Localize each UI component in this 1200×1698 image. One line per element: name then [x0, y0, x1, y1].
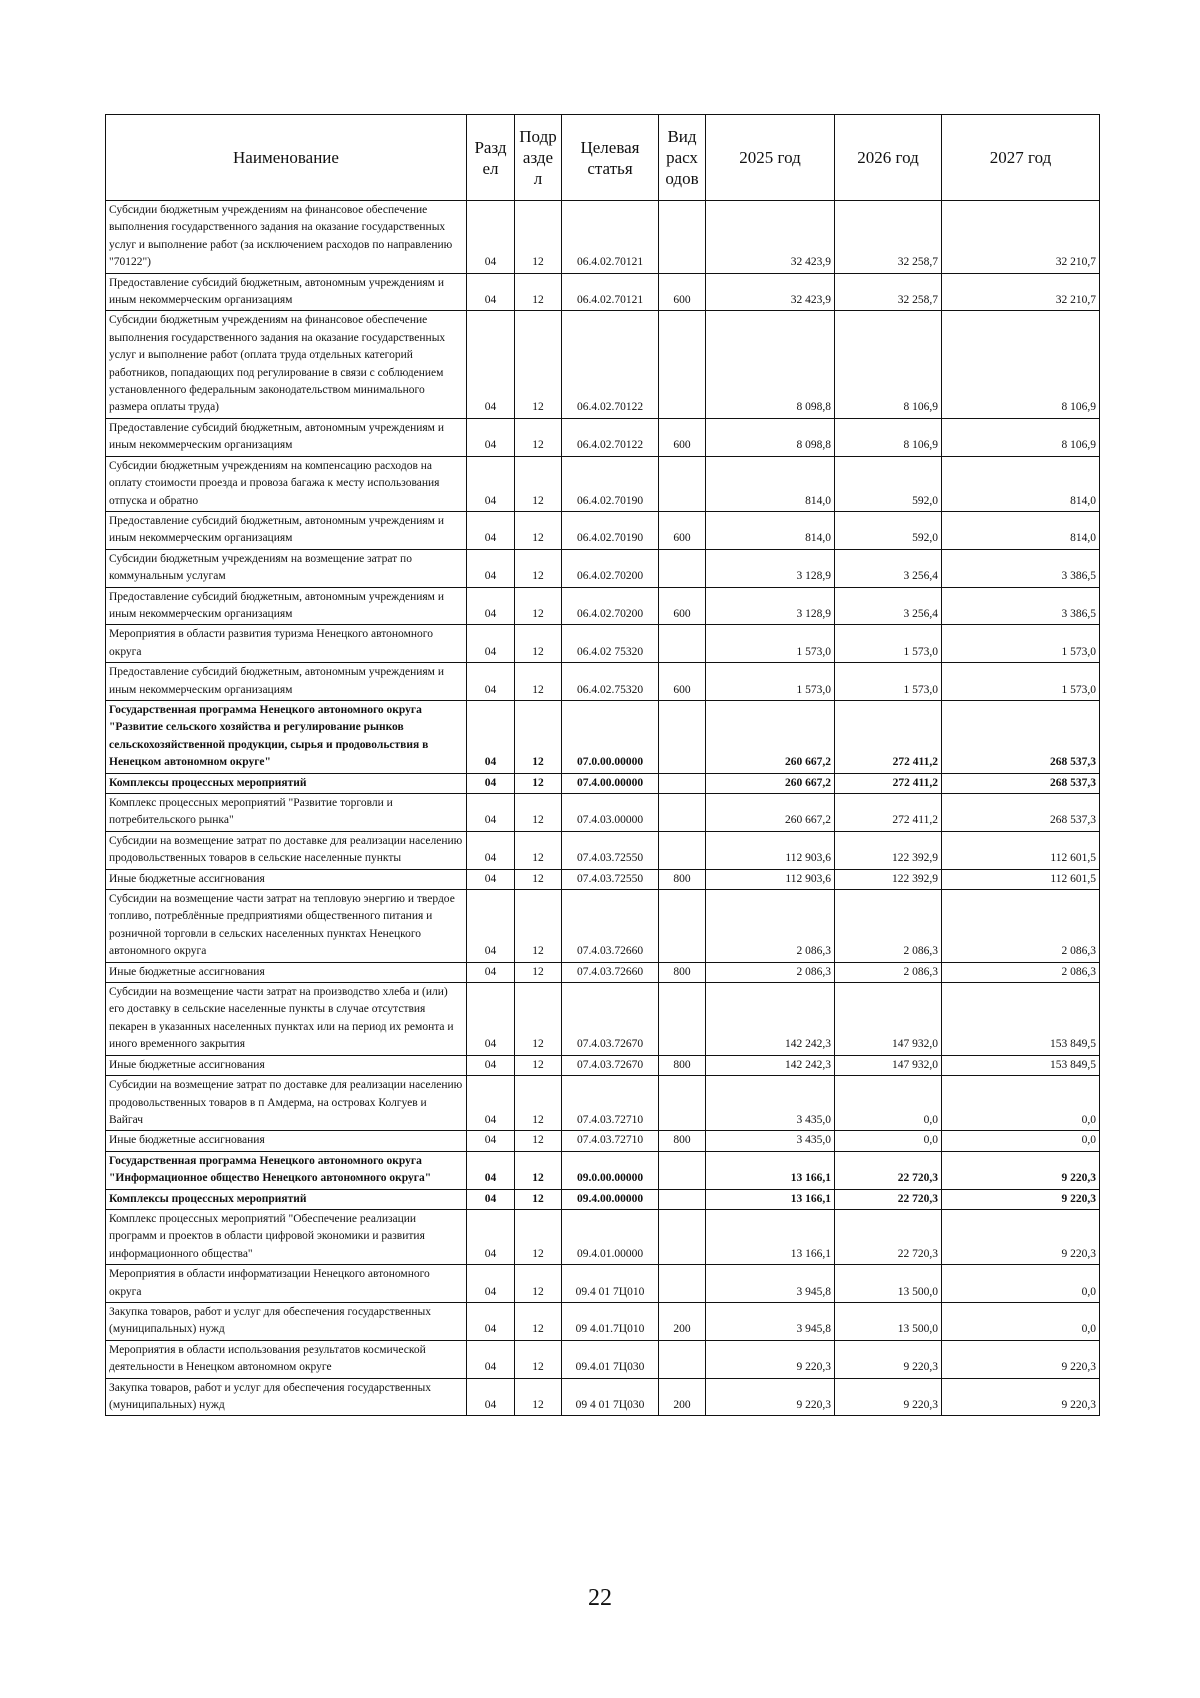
table-row [106, 983, 1100, 1056]
cell-podrazdel: 12 [515, 962, 562, 982]
cell-target: 07.4.03.72660 [562, 890, 659, 963]
cell-2027: 3 386,5 [942, 549, 1100, 587]
cell-2026: 272 411,2 [835, 794, 942, 832]
cell-razdel: 04 [467, 201, 515, 274]
cell-2025: 2 086,3 [706, 890, 835, 963]
cell-name: Предоставление субсидий бюджетным, автономным учреждениям и иным некоммерческим организациям [106, 273, 467, 311]
cell-name: Мероприятия в области развития туризма Ненецкого автономного округа [106, 625, 467, 663]
cell-podrazdel: 12 [515, 869, 562, 889]
cell-razdel: 04 [467, 1378, 515, 1416]
cell-vid [659, 1151, 706, 1189]
cell-podrazdel: 12 [515, 273, 562, 311]
cell-2026: 0,0 [835, 1131, 942, 1151]
cell-name: Мероприятия в области использования результатов космической деятельности в Ненецком автономном округе [106, 1340, 467, 1378]
cell-vid [659, 311, 706, 418]
cell-vid: 600 [659, 511, 706, 549]
table-row [106, 456, 1100, 511]
cell-name: Комплекс процессных мероприятий "Обеспечение реализации программ и проектов в области цифровой экономики и развития информационного общества" [106, 1209, 467, 1264]
table-row [106, 1076, 1100, 1131]
table-row [106, 869, 1100, 889]
cell-name: Комплексы процессных мероприятий [106, 773, 467, 793]
cell-2025: 260 667,2 [706, 773, 835, 793]
cell-2027: 1 573,0 [942, 663, 1100, 701]
cell-2026: 32 258,7 [835, 273, 942, 311]
cell-2027: 9 220,3 [942, 1209, 1100, 1264]
cell-podrazdel: 12 [515, 1151, 562, 1189]
table-row [106, 663, 1100, 701]
header-vid: Вид расх одов [659, 115, 706, 201]
table-body [106, 201, 1100, 1416]
cell-target: 06.4.02.70200 [562, 587, 659, 625]
cell-2026: 122 392,9 [835, 869, 942, 889]
cell-target: 06.4.02.70200 [562, 549, 659, 587]
cell-vid: 600 [659, 273, 706, 311]
cell-target: 09.4.00.00000 [562, 1189, 659, 1209]
cell-target: 07.4.03.72550 [562, 869, 659, 889]
cell-2027: 32 210,7 [942, 273, 1100, 311]
table-row [106, 1378, 1100, 1416]
cell-podrazdel: 12 [515, 311, 562, 418]
cell-2027: 9 220,3 [942, 1340, 1100, 1378]
cell-razdel: 04 [467, 1209, 515, 1264]
cell-2025: 9 220,3 [706, 1378, 835, 1416]
cell-vid: 600 [659, 587, 706, 625]
cell-vid [659, 1209, 706, 1264]
cell-vid: 800 [659, 962, 706, 982]
cell-vid [659, 625, 706, 663]
table-row [106, 1131, 1100, 1151]
cell-podrazdel: 12 [515, 700, 562, 773]
cell-podrazdel: 12 [515, 1131, 562, 1151]
cell-2026: 8 106,9 [835, 311, 942, 418]
cell-podrazdel: 12 [515, 1340, 562, 1378]
cell-vid: 200 [659, 1378, 706, 1416]
page-number: 22 [588, 1585, 612, 1611]
cell-razdel: 04 [467, 1265, 515, 1303]
cell-target: 07.4.03.72670 [562, 1055, 659, 1075]
cell-name: Предоставление субсидий бюджетным, автономным учреждениям и иным некоммерческим организациям [106, 587, 467, 625]
cell-vid [659, 983, 706, 1056]
cell-vid [659, 456, 706, 511]
cell-podrazdel: 12 [515, 418, 562, 456]
cell-razdel: 04 [467, 1189, 515, 1209]
cell-podrazdel: 12 [515, 549, 562, 587]
table-row [106, 794, 1100, 832]
cell-target: 06.4.02.70190 [562, 456, 659, 511]
cell-vid: 800 [659, 1055, 706, 1075]
cell-name: Субсидии на возмещение затрат по доставке для реализации населению продовольственных товаров в сельские населенные пункты [106, 831, 467, 869]
cell-name: Предоставление субсидий бюджетным, автономным учреждениям и иным некоммерческим организациям [106, 418, 467, 456]
cell-2027: 3 386,5 [942, 587, 1100, 625]
cell-2025: 2 086,3 [706, 962, 835, 982]
cell-2025: 112 903,6 [706, 831, 835, 869]
cell-razdel: 04 [467, 456, 515, 511]
cell-name: Комплексы процессных мероприятий [106, 1189, 467, 1209]
table-row [106, 549, 1100, 587]
cell-razdel: 04 [467, 511, 515, 549]
cell-podrazdel: 12 [515, 625, 562, 663]
cell-2025: 3 128,9 [706, 549, 835, 587]
cell-podrazdel: 12 [515, 794, 562, 832]
cell-razdel: 04 [467, 1151, 515, 1189]
cell-target: 06.4.02.70121 [562, 273, 659, 311]
cell-name: Субсидии на возмещение части затрат на производство хлеба и (или) его доставку в сельские населенные пункты в случае отсутствия пекарен в указанных населенных пунктах или на период их ремонта и иного временного закрытия [106, 983, 467, 1056]
table-row [106, 1189, 1100, 1209]
cell-name: Субсидии на возмещение части затрат на тепловую энергию и твердое топливо, потреблённые предприятиями общественного питания и розничной торговли в сельских населенных пунктах Ненецкого автономного округа [106, 890, 467, 963]
cell-2025: 142 242,3 [706, 983, 835, 1056]
cell-vid [659, 1340, 706, 1378]
cell-2027: 153 849,5 [942, 1055, 1100, 1075]
cell-2025: 32 423,9 [706, 273, 835, 311]
cell-razdel: 04 [467, 794, 515, 832]
cell-2027: 2 086,3 [942, 890, 1100, 963]
cell-target: 09.4.01.00000 [562, 1209, 659, 1264]
cell-2025: 1 573,0 [706, 663, 835, 701]
cell-razdel: 04 [467, 773, 515, 793]
cell-2025: 32 423,9 [706, 201, 835, 274]
cell-2025: 814,0 [706, 456, 835, 511]
cell-target: 09.4.01 7Ц030 [562, 1340, 659, 1378]
cell-name: Иные бюджетные ассигнования [106, 1055, 467, 1075]
cell-name: Субсидии на возмещение затрат по доставке для реализации населению продовольственных товаров в п Амдерма, на островах Колгуев и Вайгач [106, 1076, 467, 1131]
cell-2025: 3 435,0 [706, 1076, 835, 1131]
cell-2027: 268 537,3 [942, 773, 1100, 793]
cell-target: 07.4.03.72670 [562, 983, 659, 1056]
cell-podrazdel: 12 [515, 831, 562, 869]
table-row [106, 1151, 1100, 1189]
cell-vid [659, 794, 706, 832]
cell-razdel: 04 [467, 549, 515, 587]
cell-2027: 1 573,0 [942, 625, 1100, 663]
cell-razdel: 04 [467, 587, 515, 625]
table-row [106, 1302, 1100, 1340]
cell-2026: 32 258,7 [835, 201, 942, 274]
cell-2027: 814,0 [942, 456, 1100, 511]
cell-target: 07.4.03.00000 [562, 794, 659, 832]
cell-razdel: 04 [467, 311, 515, 418]
cell-2026: 2 086,3 [835, 962, 942, 982]
cell-podrazdel: 12 [515, 1265, 562, 1303]
cell-2027: 112 601,5 [942, 831, 1100, 869]
cell-razdel: 04 [467, 1340, 515, 1378]
table-row [106, 1265, 1100, 1303]
header-2026: 2026 год [835, 115, 942, 201]
cell-2026: 592,0 [835, 456, 942, 511]
cell-2025: 8 098,8 [706, 418, 835, 456]
cell-podrazdel: 12 [515, 663, 562, 701]
cell-2027: 814,0 [942, 511, 1100, 549]
cell-2025: 260 667,2 [706, 700, 835, 773]
cell-target: 06.4.02 75320 [562, 625, 659, 663]
table-row [106, 511, 1100, 549]
budget-table [105, 114, 1100, 1416]
header-podrazdel: Подр азде л [515, 115, 562, 201]
cell-2025: 1 573,0 [706, 625, 835, 663]
table-row [106, 1055, 1100, 1075]
cell-2025: 13 166,1 [706, 1189, 835, 1209]
cell-podrazdel: 12 [515, 773, 562, 793]
cell-podrazdel: 12 [515, 1209, 562, 1264]
cell-2027: 8 106,9 [942, 418, 1100, 456]
cell-razdel: 04 [467, 1055, 515, 1075]
table-row [106, 418, 1100, 456]
cell-vid [659, 1265, 706, 1303]
cell-2026: 9 220,3 [835, 1340, 942, 1378]
cell-name: Иные бюджетные ассигнования [106, 962, 467, 982]
cell-target: 06.4.02.70190 [562, 511, 659, 549]
cell-2026: 2 086,3 [835, 890, 942, 963]
cell-2026: 22 720,3 [835, 1151, 942, 1189]
cell-podrazdel: 12 [515, 1378, 562, 1416]
cell-2027: 153 849,5 [942, 983, 1100, 1056]
table-row [106, 773, 1100, 793]
cell-name: Субсидии бюджетным учреждениям на компенсацию расходов на оплату стоимости проезда и провоза багажа к месту использования отпуска и обратно [106, 456, 467, 511]
cell-vid [659, 773, 706, 793]
cell-target: 06.4.02.70122 [562, 311, 659, 418]
cell-2025: 142 242,3 [706, 1055, 835, 1075]
cell-2027: 9 220,3 [942, 1189, 1100, 1209]
cell-name: Мероприятия в области информатизации Ненецкого автономного округа [106, 1265, 467, 1303]
cell-target: 06.4.02.75320 [562, 663, 659, 701]
cell-2026: 147 932,0 [835, 1055, 942, 1075]
table-row [106, 700, 1100, 773]
cell-2026: 22 720,3 [835, 1189, 942, 1209]
cell-2027: 0,0 [942, 1076, 1100, 1131]
cell-2025: 3 435,0 [706, 1131, 835, 1151]
cell-name: Комплекс процессных мероприятий "Развитие торговли и потребительского рынка" [106, 794, 467, 832]
cell-2025: 260 667,2 [706, 794, 835, 832]
cell-vid: 600 [659, 663, 706, 701]
cell-vid [659, 831, 706, 869]
cell-2026: 22 720,3 [835, 1209, 942, 1264]
cell-podrazdel: 12 [515, 201, 562, 274]
cell-target: 09.4 01 7Ц010 [562, 1265, 659, 1303]
cell-2026: 3 256,4 [835, 549, 942, 587]
header-2027: 2027 год [942, 115, 1100, 201]
table-row [106, 311, 1100, 418]
cell-2027: 268 537,3 [942, 794, 1100, 832]
cell-2026: 13 500,0 [835, 1265, 942, 1303]
cell-2026: 592,0 [835, 511, 942, 549]
cell-2026: 122 392,9 [835, 831, 942, 869]
cell-target: 07.4.00.00000 [562, 773, 659, 793]
cell-name: Субсидии бюджетным учреждениям на возмещение затрат по коммунальным услугам [106, 549, 467, 587]
cell-target: 07.4.03.72710 [562, 1076, 659, 1131]
cell-name: Государственная программа Ненецкого автономного округа "Развитие сельского хозяйства и регулирование рынков сельскохозяйственной продукции, сырья и продовольствия в Ненецком автономном округе" [106, 700, 467, 773]
cell-target: 09 4 01 7Ц030 [562, 1378, 659, 1416]
cell-2027: 0,0 [942, 1302, 1100, 1340]
cell-2025: 3 945,8 [706, 1302, 835, 1340]
cell-name: Иные бюджетные ассигнования [106, 1131, 467, 1151]
cell-2025: 3 945,8 [706, 1265, 835, 1303]
cell-target: 09.0.00.00000 [562, 1151, 659, 1189]
cell-name: Закупка товаров, работ и услуг для обеспечения государственных (муниципальных) нужд [106, 1378, 467, 1416]
cell-2025: 112 903,6 [706, 869, 835, 889]
cell-2025: 13 166,1 [706, 1151, 835, 1189]
cell-name: Государственная программа Ненецкого автономного округа "Информационное общество Ненецкого автономного округа" [106, 1151, 467, 1189]
cell-target: 06.4.02.70121 [562, 201, 659, 274]
cell-2026: 9 220,3 [835, 1378, 942, 1416]
cell-2027: 0,0 [942, 1131, 1100, 1151]
cell-2027: 268 537,3 [942, 700, 1100, 773]
table-row [106, 625, 1100, 663]
cell-2027: 112 601,5 [942, 869, 1100, 889]
cell-2026: 272 411,2 [835, 700, 942, 773]
cell-podrazdel: 12 [515, 511, 562, 549]
cell-razdel: 04 [467, 1302, 515, 1340]
cell-2026: 0,0 [835, 1076, 942, 1131]
cell-name: Субсидии бюджетным учреждениям на финансовое обеспечение выполнения государственного задания на оказание государственных услуг и выполнение работ (за исключением расходов по направлению "70122") [106, 201, 467, 274]
cell-razdel: 04 [467, 890, 515, 963]
table-row [106, 587, 1100, 625]
cell-podrazdel: 12 [515, 1302, 562, 1340]
cell-razdel: 04 [467, 700, 515, 773]
cell-vid [659, 549, 706, 587]
cell-2027: 32 210,7 [942, 201, 1100, 274]
cell-vid [659, 700, 706, 773]
cell-vid: 200 [659, 1302, 706, 1340]
cell-vid [659, 890, 706, 963]
cell-razdel: 04 [467, 418, 515, 456]
cell-vid: 800 [659, 1131, 706, 1151]
table-row [106, 1340, 1100, 1378]
cell-name: Иные бюджетные ассигнования [106, 869, 467, 889]
cell-razdel: 04 [467, 625, 515, 663]
cell-razdel: 04 [467, 869, 515, 889]
cell-target: 09 4.01.7Ц010 [562, 1302, 659, 1340]
cell-podrazdel: 12 [515, 1189, 562, 1209]
cell-razdel: 04 [467, 962, 515, 982]
cell-razdel: 04 [467, 273, 515, 311]
cell-2027: 8 106,9 [942, 311, 1100, 418]
cell-2026: 272 411,2 [835, 773, 942, 793]
table-row [106, 831, 1100, 869]
cell-2026: 147 932,0 [835, 983, 942, 1056]
table-header-row [106, 115, 1100, 201]
table-row [106, 962, 1100, 982]
table-row [106, 273, 1100, 311]
cell-2026: 3 256,4 [835, 587, 942, 625]
cell-podrazdel: 12 [515, 587, 562, 625]
cell-vid [659, 201, 706, 274]
cell-razdel: 04 [467, 831, 515, 869]
table-row [106, 201, 1100, 274]
cell-vid [659, 1189, 706, 1209]
cell-target: 07.4.03.72660 [562, 962, 659, 982]
cell-podrazdel: 12 [515, 1055, 562, 1075]
cell-2026: 1 573,0 [835, 663, 942, 701]
header-name: Наименование [106, 115, 467, 201]
cell-name: Закупка товаров, работ и услуг для обеспечения государственных (муниципальных) нужд [106, 1302, 467, 1340]
cell-2027: 2 086,3 [942, 962, 1100, 982]
cell-target: 07.0.00.00000 [562, 700, 659, 773]
cell-name: Субсидии бюджетным учреждениям на финансовое обеспечение выполнения государственного задания на оказание государственных услуг и выполнение работ (оплата труда отдельных категорий работников, попадающих под регулирование в связи с соблюдением установленного федеральным законодательством минимального размера оплаты труда) [106, 311, 467, 418]
cell-razdel: 04 [467, 663, 515, 701]
cell-vid: 800 [659, 869, 706, 889]
cell-2025: 8 098,8 [706, 311, 835, 418]
header-razdel: Разд ел [467, 115, 515, 201]
header-target: Целевая статья [562, 115, 659, 201]
cell-podrazdel: 12 [515, 1076, 562, 1131]
cell-2027: 0,0 [942, 1265, 1100, 1303]
cell-name: Предоставление субсидий бюджетным, автономным учреждениям и иным некоммерческим организациям [106, 511, 467, 549]
cell-2026: 1 573,0 [835, 625, 942, 663]
cell-razdel: 04 [467, 1076, 515, 1131]
cell-target: 06.4.02.70122 [562, 418, 659, 456]
cell-2025: 13 166,1 [706, 1209, 835, 1264]
cell-2025: 9 220,3 [706, 1340, 835, 1378]
cell-target: 07.4.03.72550 [562, 831, 659, 869]
cell-name: Предоставление субсидий бюджетным, автономным учреждениям и иным некоммерческим организациям [106, 663, 467, 701]
cell-target: 07.4.03.72710 [562, 1131, 659, 1151]
cell-razdel: 04 [467, 1131, 515, 1151]
cell-podrazdel: 12 [515, 983, 562, 1056]
table-row [106, 1209, 1100, 1264]
cell-vid [659, 1076, 706, 1131]
header-2025: 2025 год [706, 115, 835, 201]
cell-podrazdel: 12 [515, 890, 562, 963]
cell-2026: 13 500,0 [835, 1302, 942, 1340]
cell-razdel: 04 [467, 983, 515, 1056]
cell-2025: 3 128,9 [706, 587, 835, 625]
cell-2027: 9 220,3 [942, 1378, 1100, 1416]
cell-2025: 814,0 [706, 511, 835, 549]
cell-vid: 600 [659, 418, 706, 456]
table-row [106, 890, 1100, 963]
cell-podrazdel: 12 [515, 456, 562, 511]
cell-2027: 9 220,3 [942, 1151, 1100, 1189]
cell-2026: 8 106,9 [835, 418, 942, 456]
